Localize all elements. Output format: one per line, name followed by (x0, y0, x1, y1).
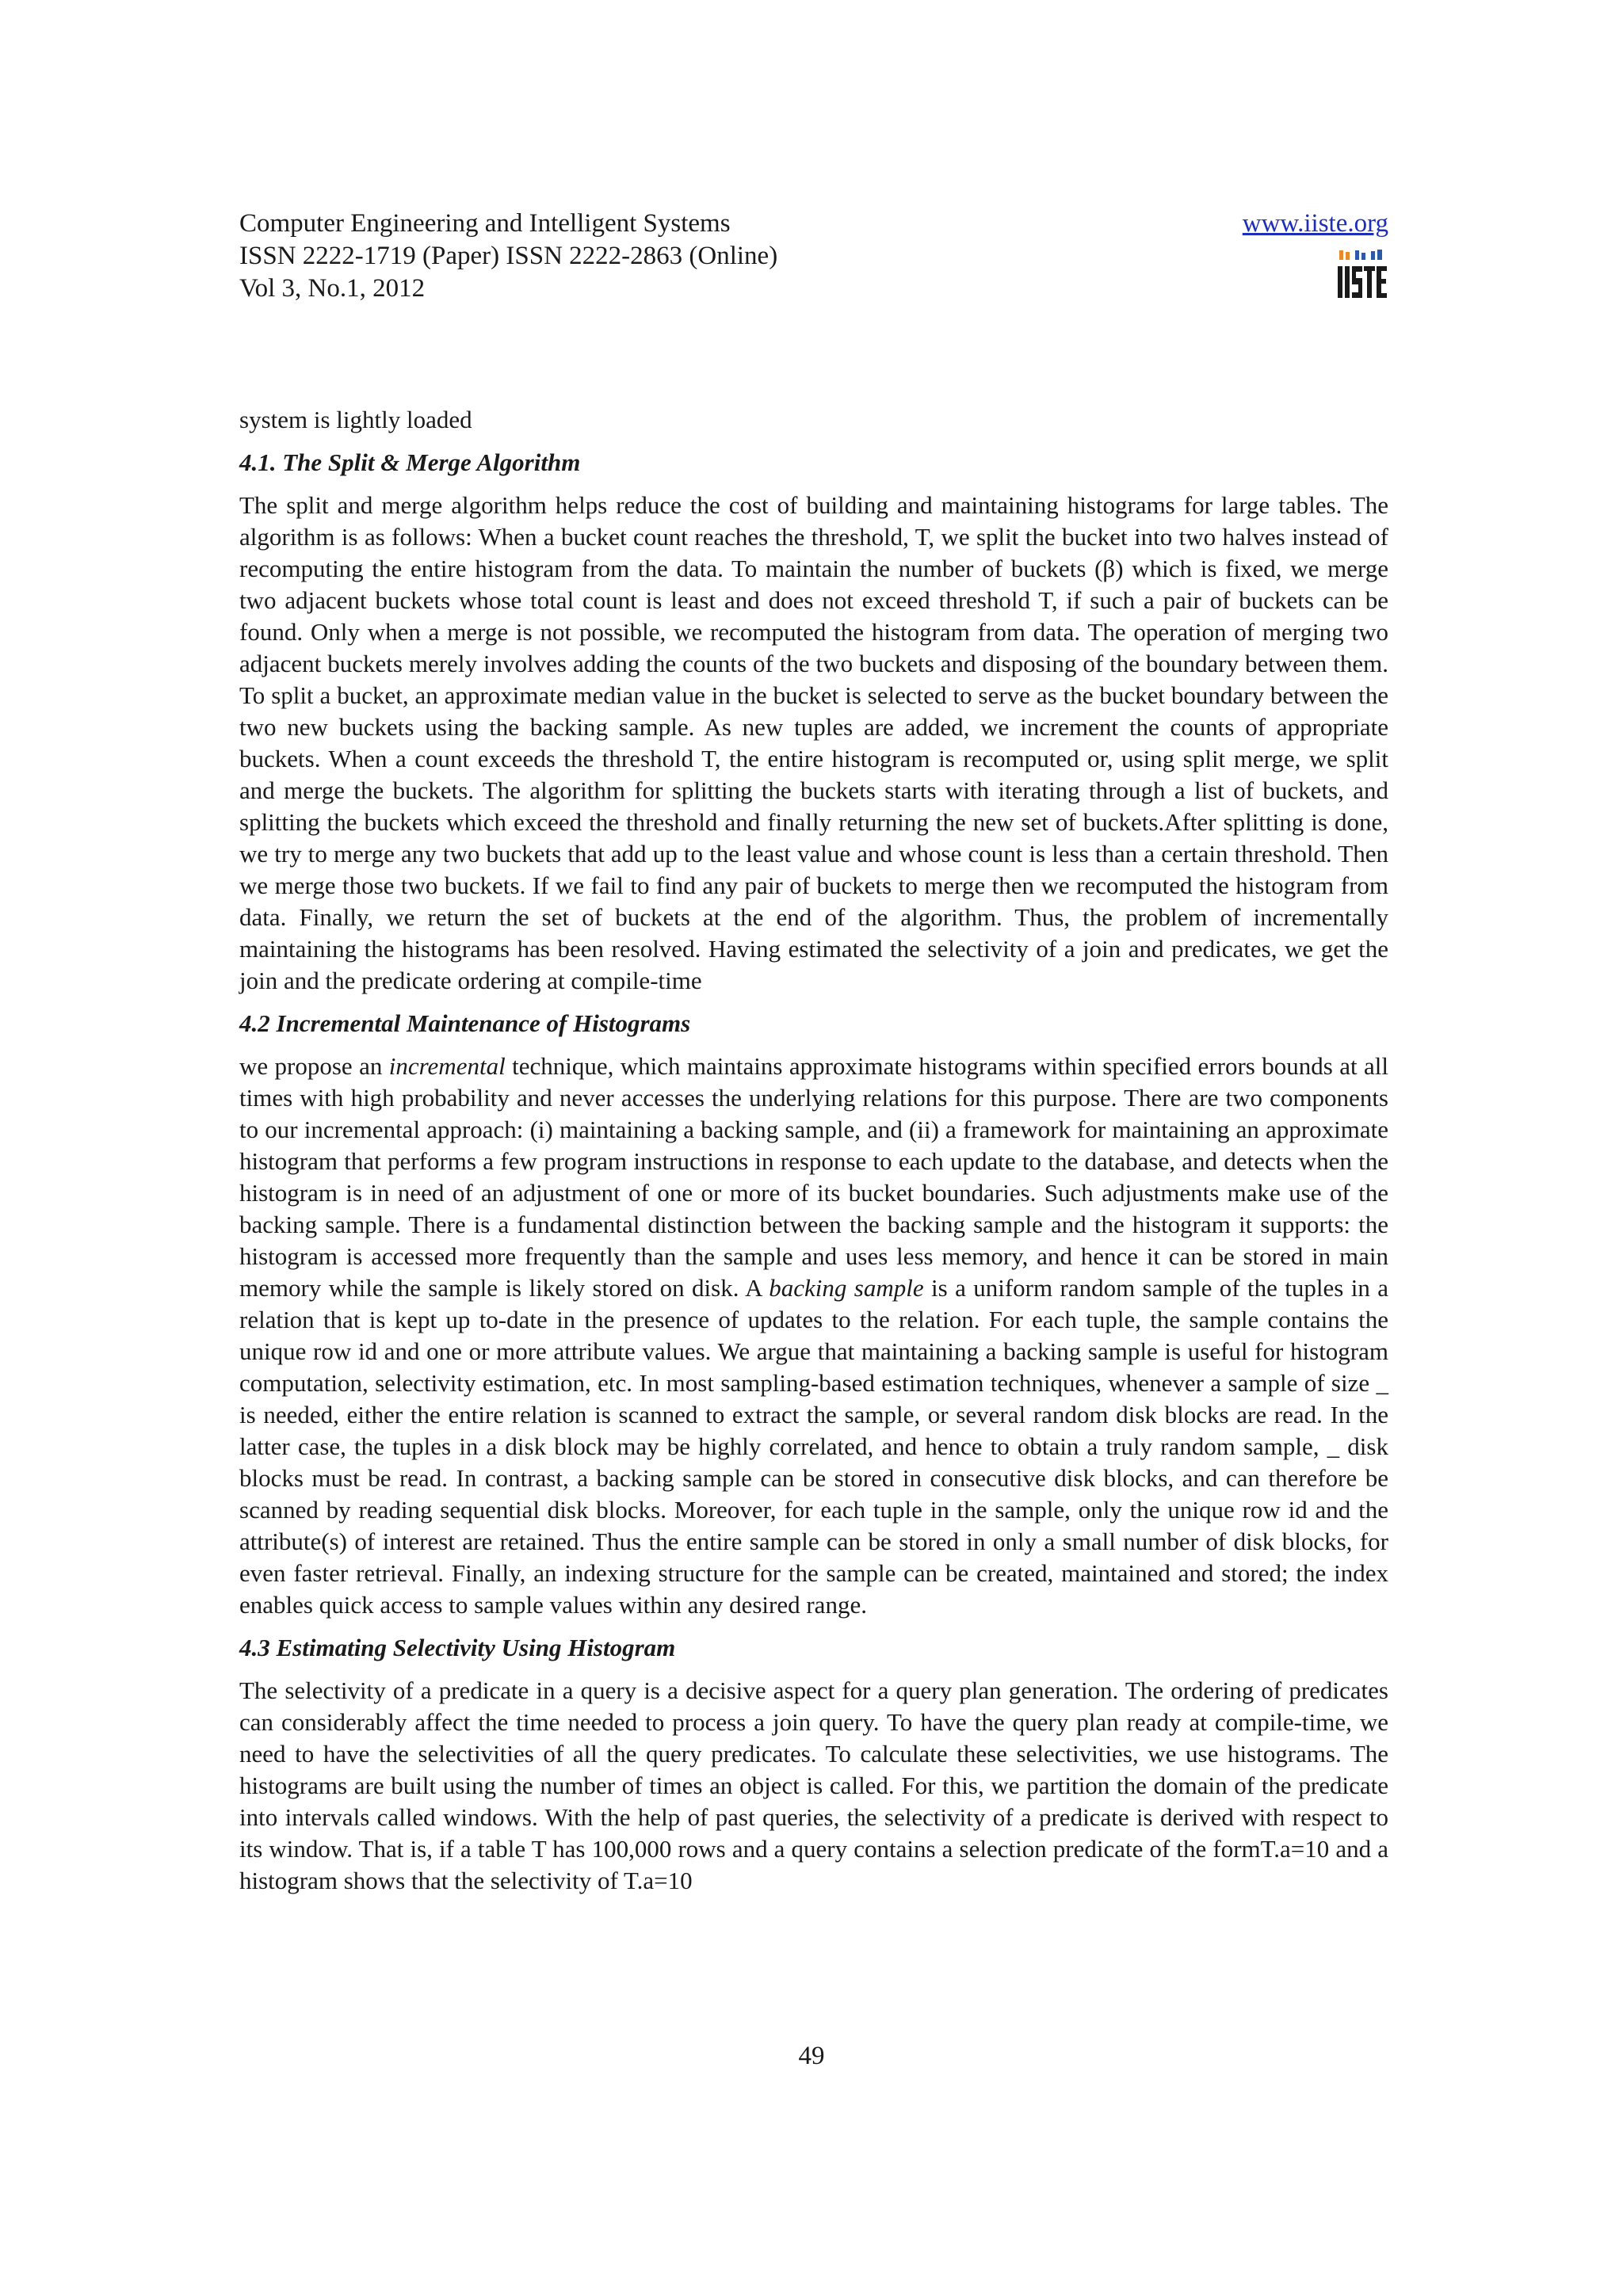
section-4-3-paragraph: The selectivity of a predicate in a query is a decisive aspect for a query plan generation. The ordering of predicates can considerably affect the time needed to process a join query. To have the query plan ready at compile-time, we need to have the selectivities of all the query predicates. To calculate these selectivities, we use histograms. The histograms are built using the number of times an object is called. For this, we partition the domain of the predicate into intervals called windows. With the help of past queries, the selectivity of a predicate is derived with respect to its window. That is, if a table T has 100,000 rows and a query contains a selection predicate of the formT.a=10 and a histogram shows that the selectivity of T.a=10 (239, 1676, 1388, 1894)
journal-info (239, 208, 777, 305)
section-4-2-emphasis-incremental: incremental (388, 1052, 506, 1080)
section-4-2-text-lead: we propose an (239, 1052, 389, 1080)
journal-volume: Vol 3, No.1, 2012 (239, 274, 426, 303)
journal-title: Computer Engineering and Intelligent Systems (239, 209, 731, 238)
section-4-2-text-middle: technique, which maintains approximate histograms within specified errors bounds at all times with high probability and never accesses the underlying relations for this purpose. There are two components to our incremental approach: (i) maintaining a backing sample, and (ii) a framework for maintaining an approximate histogram that performs a few program instructions in response to each update to the database, and detects when the histogram is in need of an adjustment of one or more of its bucket boundaries. Such adjustments make use of the backing sample. There is a fundamental distinction between the backing sample and the histogram it supports: the histogram is accessed more frequently than the sample and uses less memory, and hence it can be stored in main memory while the sample is likely stored on disk. A (239, 1052, 1388, 1302)
header-right (1243, 208, 1388, 240)
iiste-logo (1335, 249, 1388, 301)
section-heading-4-2: 4.2 Incremental Maintenance of Histograms (239, 1009, 691, 1037)
section-4-1-paragraph: The split and merge algorithm helps reduce the cost of building and maintaining histograms for large tables. The algorithm is as follows: When a bucket count reaches the threshold, T, we split the bucket into two halves instead of recomputing the entire histogram from the data. To maintain the number of buckets (β) which is fixed, we merge two adjacent buckets whose total count is least and does not exceed threshold T, if such a pair of buckets can be found. Only when a merge is not possible, we recomputed the histogram from data. The operation of merging two adjacent buckets merely involves adding the counts of the two buckets and disposing of the boundary between them. To split a bucket, an approximate median value in the bucket is selected to serve as the bucket boundary between the two new buckets using the backing sample. As new tuples are added, we increment the counts of appropriate buckets. When a count exceeds the threshold T, the entire histogram is recomputed or, using split merge, we split and merge the buckets. The algorithm for splitting the buckets starts with iterating through a list of buckets, and splitting the buckets which exceed the threshold and finally returning the new set of buckets.After splitting is done, we try to merge any two buckets that add up to the least value and whose count is less than a certain threshold. Then we merge those two buckets. If we fail to find any pair of buckets to merge then we recomputed the histogram from data. Finally, we return the set of buckets at the end of the algorithm. Thus, the problem of incrementally maintaining the histograms has been resolved. Having estimated the selectivity of a join and predicates, we get the join and the predicate ordering at compile-time (239, 491, 1388, 994)
section-4-2-emphasis-backing-sample: backing sample (769, 1274, 924, 1302)
website-link[interactable]: www.iiste.org (1242, 209, 1388, 238)
section-heading-4-3: 4.3 Estimating Selectivity Using Histogram (239, 1634, 676, 1661)
article-body (239, 404, 1388, 1908)
journal-issn: ISSN 2222-1719 (Paper) ISSN 2222-2863 (Online) (239, 242, 778, 270)
section-heading-4-1: 4.1. The Split & Merge Algorithm (239, 448, 581, 476)
page-number: 49 (798, 2042, 825, 2070)
section-4-2-paragraph (239, 1051, 1388, 1621)
section-4-2-text-tail: is a uniform random sample of the tuples in a relation that is kept up to-date in the presence of updates to the relation. For each tuple, the sample contains the unique row id and one or more attribute values. We argue that maintaining a backing sample is useful for histogram computation, selectivity estimation, etc. In most sampling-based estimation techniques, whenever a sample of size _ is needed, either the entire relation is scanned to extract the sample, or several random disk blocks are read. In the latter case, the tuples in a disk block may be highly correlated, and hence to obtain a truly random sample, _ disk blocks must be read. In contrast, a backing sample can be stored in consecutive disk blocks, and can therefore be scanned by reading sequential disk blocks. Moreover, for each tuple in the sample, only the unique row id and the attribute(s) of interest are retained. Thus the entire sample can be stored in only a small number of disk blocks, for even faster retrieval. Finally, an indexing structure for the sample can be created, maintained and stored; the index enables quick access to sample values within any desired range. (239, 1274, 1388, 1619)
page-header (239, 208, 1388, 311)
intro-line: system is lightly loaded (239, 406, 472, 433)
